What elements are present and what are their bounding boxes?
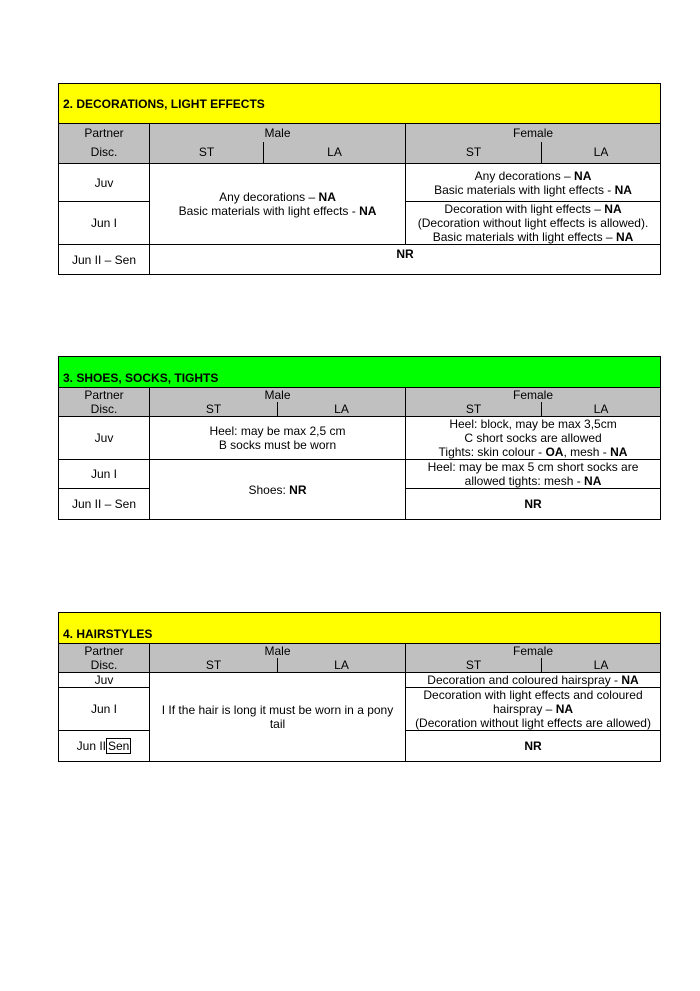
section-2-table	[58, 83, 661, 275]
row-label-jun-i: Jun I	[59, 202, 150, 245]
female-juv-hairstyle-cell: Decoration and coloured hairspray - NA	[406, 673, 661, 688]
sen-decorations-cell: NR	[150, 245, 661, 275]
section-3-table	[58, 356, 661, 520]
female-jun-decorations-cell: Decoration with light effects – NA (Decoration without light effects is allowed). Basic materials with light effects – NA	[406, 202, 661, 245]
male-jun-shoes-cell: Shoes: NR	[150, 460, 406, 520]
male-header: Male	[150, 124, 406, 142]
male-header: Male	[150, 644, 406, 659]
row-label-jun-ii-sen: Jun II Sen	[59, 731, 150, 762]
female-sen-shoes-cell: NR	[406, 489, 661, 520]
male-la-header: LA	[278, 402, 406, 417]
female-juv-decorations-cell: Any decorations – NA Basic materials with light effects - NA	[406, 164, 661, 202]
female-jun-hairstyle-cell: Decoration with light effects and coloured hairspray – NA (Decoration without light effects are allowed)	[406, 688, 661, 731]
female-la-header: LA	[542, 142, 661, 164]
male-st-header: ST	[150, 658, 278, 673]
male-header: Male	[150, 388, 406, 403]
section-4-table	[58, 612, 661, 762]
partner-header: Partner	[59, 644, 150, 659]
sen-boxed-label: Sen	[108, 739, 130, 753]
section-2-title: 2. DECORATIONS, LIGHT EFFECTS	[59, 84, 661, 124]
disc-header: Disc.	[59, 402, 150, 417]
female-st-header: ST	[406, 402, 542, 417]
female-st-header: ST	[406, 142, 542, 164]
female-jun-shoes-cell: Heel: may be max 5 cm short socks are allowed tights: mesh - NA	[406, 460, 661, 489]
row-label-juv: Juv	[59, 673, 150, 688]
male-juv-shoes-cell: Heel: may be max 2,5 cm B socks must be worn	[150, 417, 406, 460]
male-st-header: ST	[150, 142, 264, 164]
female-header: Female	[406, 644, 661, 659]
female-la-header: LA	[542, 402, 661, 417]
section-3-title: 3. SHOES, SOCKS, TIGHTS	[59, 357, 661, 388]
male-st-header: ST	[150, 402, 278, 417]
female-header: Female	[406, 388, 661, 403]
row-label-juv: Juv	[59, 164, 150, 202]
male-la-header: LA	[264, 142, 406, 164]
female-juv-shoes-cell: Heel: block, may be max 3,5cm C short socks are allowed Tights: skin colour - OA, mesh - NA	[406, 417, 661, 460]
partner-header: Partner	[59, 388, 150, 403]
male-hairstyle-cell: I If the hair is long it must be worn in a pony tail	[150, 673, 406, 762]
female-sen-hairstyle-cell: NR	[406, 731, 661, 762]
partner-header: Partner	[59, 124, 150, 142]
row-label-juv: Juv	[59, 417, 150, 460]
disc-header: Disc.	[59, 658, 150, 673]
female-st-header: ST	[406, 658, 542, 673]
male-decorations-cell: Any decorations – NA Basic materials with light effects - NA	[150, 164, 406, 245]
row-label-jun-i: Jun I	[59, 460, 150, 489]
female-la-header: LA	[542, 658, 661, 673]
section-4-title: 4. HAIRSTYLES	[59, 613, 661, 644]
row-label-jun-ii-sen: Jun II – Sen	[59, 245, 150, 275]
female-header: Female	[406, 124, 661, 142]
row-label-jun-i: Jun I	[59, 688, 150, 731]
row-label-jun-ii-sen: Jun II – Sen	[59, 489, 150, 520]
male-la-header: LA	[278, 658, 406, 673]
disc-header: Disc.	[59, 142, 150, 164]
